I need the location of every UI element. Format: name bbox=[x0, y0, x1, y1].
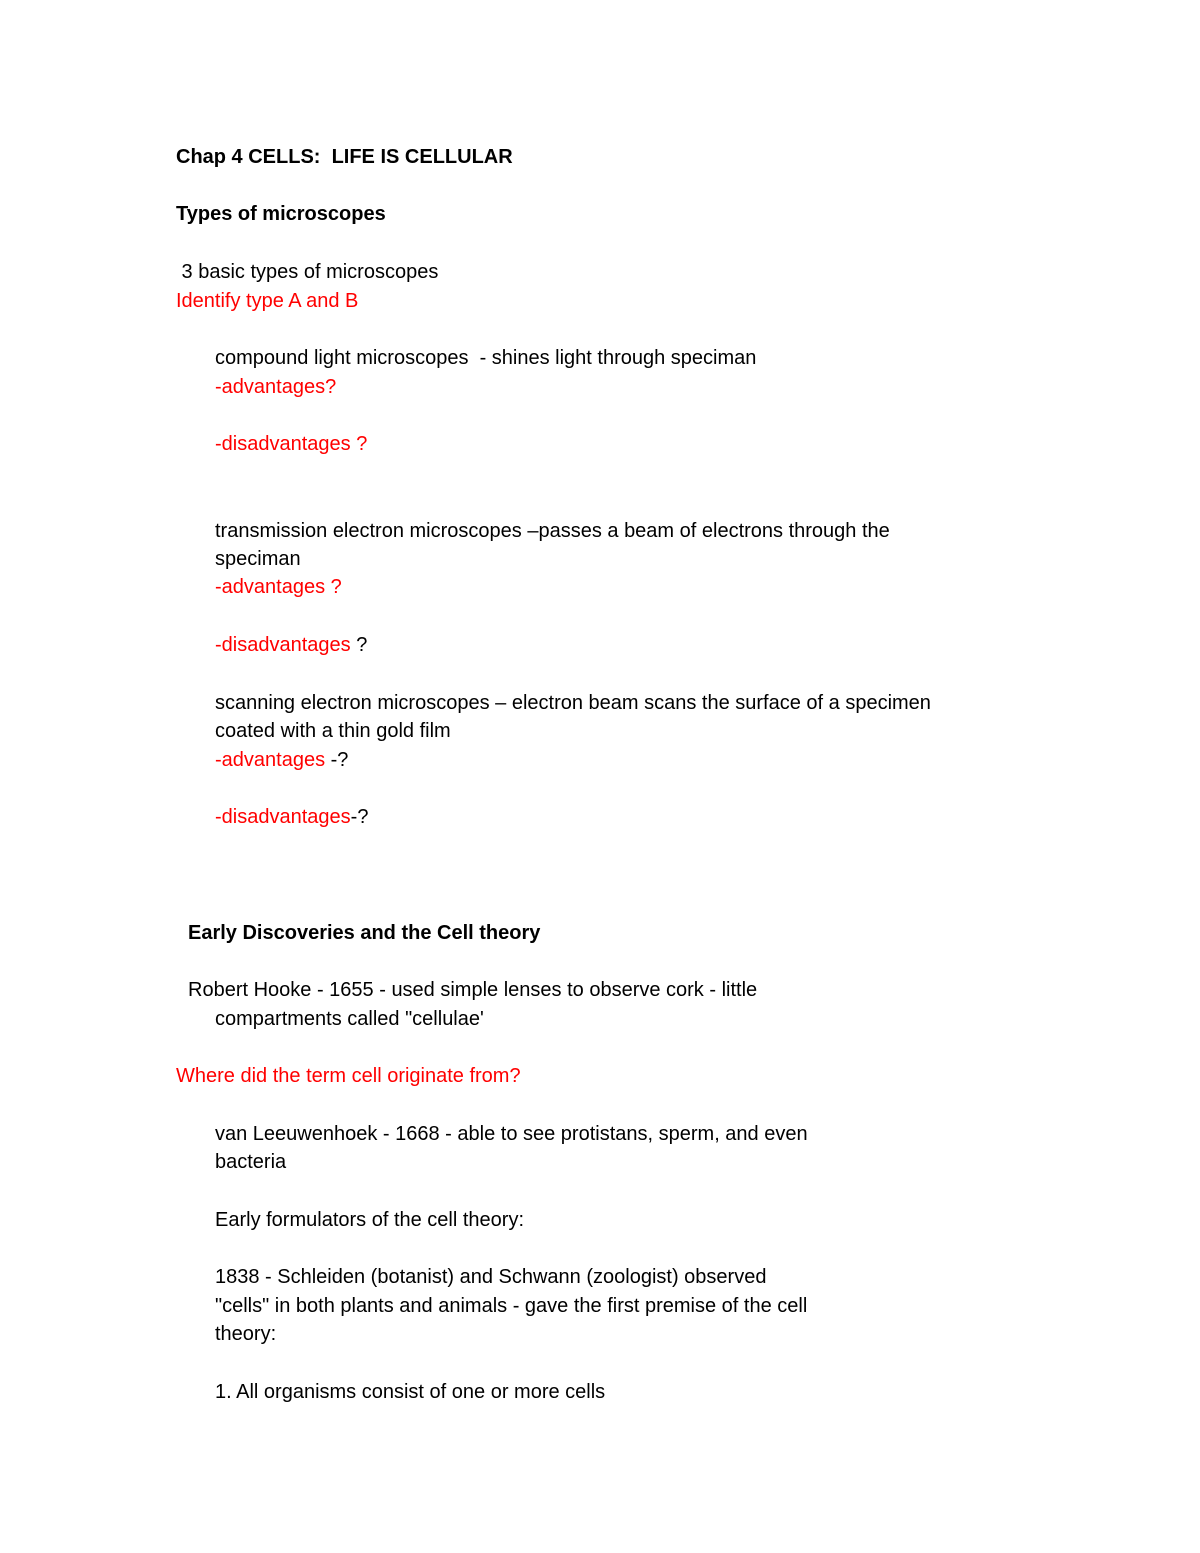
leeuwenhoek-line1: van Leeuwenhoek - 1668 - able to see protistans, sperm, and even bbox=[215, 1123, 808, 1145]
scanning-description-line1: scanning electron microscopes – electron beam scans the surface of a specimen bbox=[215, 692, 931, 714]
scanning-advantages-label: -advantages bbox=[215, 749, 326, 771]
schleiden-line1: 1838 - Schleiden (botanist) and Schwann (zoologist) observed bbox=[215, 1266, 767, 1288]
transmission-disadvantages-label: -disadvantages bbox=[215, 634, 351, 656]
cell-origin-question: Where did the term cell originate from? bbox=[176, 1065, 521, 1087]
section-heading-microscopes: Types of microscopes bbox=[176, 203, 386, 225]
transmission-disadvantages-mark: ? bbox=[350, 634, 368, 656]
transmission-description-line1: transmission electron microscopes –passes a beam of electrons through the bbox=[215, 520, 890, 542]
scanning-description-line2: coated with a thin gold film bbox=[215, 720, 451, 742]
scanning-disadvantages-label: -disadvantages bbox=[215, 806, 351, 828]
scanning-advantages-mark: -? bbox=[325, 749, 349, 771]
formulators-heading: Early formulators of the cell theory: bbox=[215, 1209, 525, 1231]
scanning-advantages bbox=[215, 746, 348, 774]
microscopes-intro: 3 basic types of microscopes bbox=[176, 261, 439, 283]
transmission-disadvantages bbox=[215, 631, 367, 659]
hooke-line2: compartments called "cellulae' bbox=[215, 1008, 484, 1030]
transmission-advantages: -advantages ? bbox=[215, 576, 342, 598]
compound-disadvantages: -disadvantages ? bbox=[215, 433, 368, 455]
schleiden-line2: "cells" in both plants and animals - gave the first premise of the cell bbox=[215, 1295, 808, 1317]
cell-theory-premise-1: 1. All organisms consist of one or more cells bbox=[215, 1381, 606, 1403]
compound-advantages: -advantages? bbox=[215, 376, 337, 398]
scanning-disadvantages-mark: -? bbox=[350, 806, 369, 828]
transmission-description-line2: speciman bbox=[215, 548, 301, 570]
page-title: Chap 4 CELLS: LIFE IS CELLULAR bbox=[176, 146, 513, 168]
compound-description: compound light microscopes - shines light through speciman bbox=[215, 347, 757, 369]
hooke-line1: Robert Hooke - 1655 - used simple lenses to observe cork - little bbox=[188, 979, 758, 1001]
section-heading-discoveries: Early Discoveries and the Cell theory bbox=[188, 922, 541, 944]
leeuwenhoek-line2: bacteria bbox=[215, 1151, 287, 1173]
identify-prompt: Identify type A and B bbox=[176, 290, 359, 312]
schleiden-line3: theory: bbox=[215, 1323, 277, 1345]
scanning-disadvantages bbox=[215, 803, 368, 831]
